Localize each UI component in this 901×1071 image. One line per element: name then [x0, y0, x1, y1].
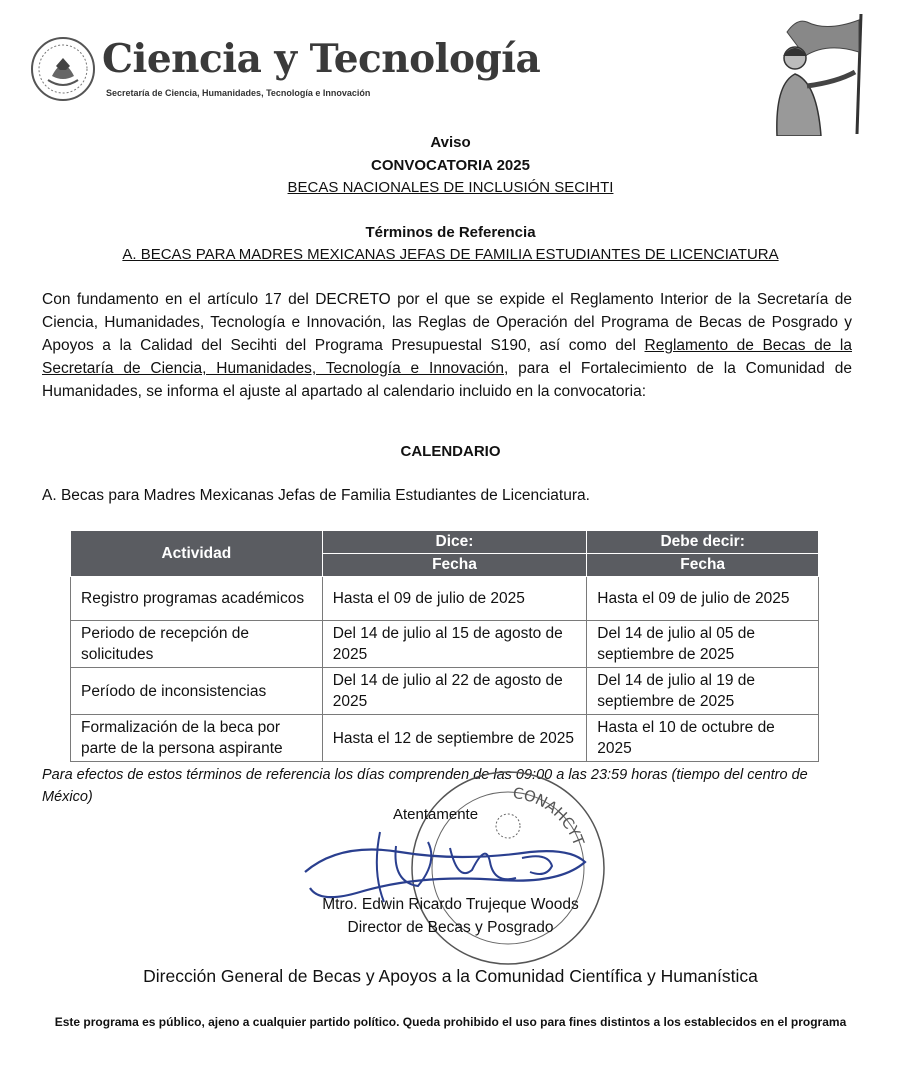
brand-subtitle: Secretaría de Ciencia, Humanidades, Tecnología e Innovación: [106, 88, 371, 98]
calendar-title: CALENDARIO: [400, 443, 501, 460]
header-says: Dice:: [322, 531, 587, 554]
intro-paragraph: [42, 288, 852, 403]
calendar-table: [70, 530, 819, 762]
coat-of-arms-icon: [30, 36, 96, 102]
heading-program: BECAS NACIONALES DE INCLUSIÓN SECIHTI: [287, 179, 614, 196]
heading-aviso: Aviso: [430, 134, 471, 151]
closing: Atentamente: [393, 806, 479, 823]
should-say-cell: Del 14 de julio al 19 de septiembre de 2025: [587, 668, 819, 715]
table-row: [71, 577, 819, 621]
heading-convocatoria: CONVOCATORIA 2025: [371, 157, 530, 174]
activity-cell: Registro programas académicos: [71, 577, 323, 621]
header-activity: Actividad: [71, 531, 323, 577]
table-row: [71, 668, 819, 715]
table-row: [71, 621, 819, 668]
header-should-say: Debe decir:: [587, 531, 819, 554]
table-row: [71, 715, 819, 762]
heading-section: A. BECAS PARA MADRES MEXICANAS JEFAS DE FAMILIA ESTUDIANTES DE LICENCIATURA: [122, 246, 779, 263]
activity-cell: Periodo de recepción de solicitudes: [71, 621, 323, 668]
says-cell: Hasta el 09 de julio de 2025: [322, 577, 587, 621]
intro-text-end: , para el Fortalecimiento de la Comunidad de Humanidades, se informa el ajuste al apartado al calendario incluido en la convocatoria:: [42, 360, 852, 400]
activity-cell: Período de inconsistencias: [71, 668, 323, 715]
calendar-subtitle: A. Becas para Madres Mexicanas Jefas de Familia Estudiantes de Licenciatura.: [42, 487, 590, 504]
legal-notice: Este programa es público, ajeno a cualquier partido político. Queda prohibido el uso para fines distintos a los establecidos en el programa: [54, 1015, 847, 1029]
signer-name: Mtro. Edwin Ricardo Trujeque Woods: [322, 896, 579, 913]
signer-title: Director de Becas y Posgrado: [347, 919, 554, 936]
brand-title: Ciencia y Tecnología: [102, 36, 541, 82]
says-cell: Del 14 de julio al 15 de agosto de 2025: [322, 621, 587, 668]
activity-cell: Formalización de la beca por parte de la persona aspirante: [71, 715, 323, 762]
header: [30, 30, 871, 150]
department-name: Dirección General de Becas y Apoyos a la Comunidad Científica y Humanística: [143, 966, 758, 986]
should-say-cell: Hasta el 10 de octubre de 2025: [587, 715, 819, 762]
should-say-cell: Hasta el 09 de julio de 2025: [587, 577, 819, 621]
heading-terms: Términos de Referencia: [365, 224, 536, 241]
intro-text: Con fundamento en el artículo 17 del DECRETO por el que se expide el Reglamento Interior de la Secretaría de Ciencia, Humanidades, Tecnología e Innovación, las Reglas de Operación del Programa de Becas de Posgrado y Apoyos a la Calidad del Secihti del Programa Presupuestal S190, así como del: [42, 291, 852, 354]
says-cell: Del 14 de julio al 22 de agosto de 2025: [322, 668, 587, 715]
should-say-cell: Del 14 de julio al 05 de septiembre de 2025: [587, 621, 819, 668]
header-date: Fecha: [587, 554, 819, 577]
stamp-text: CONAHCYT: [511, 784, 588, 848]
schedule-note: Para efectos de estos términos de referencia los días comprenden de las 09:00 a las 23:59 horas (tiempo del centro de México): [42, 767, 808, 805]
says-cell: Hasta el 12 de septiembre de 2025: [322, 715, 587, 762]
heroine-with-flag-illustration: [747, 12, 871, 136]
header-date: Fecha: [322, 554, 587, 577]
regulation-link[interactable]: Reglamento de Becas de la Secretaría de Ciencia, Humanidades, Tecnología e Innovación: [42, 337, 852, 377]
